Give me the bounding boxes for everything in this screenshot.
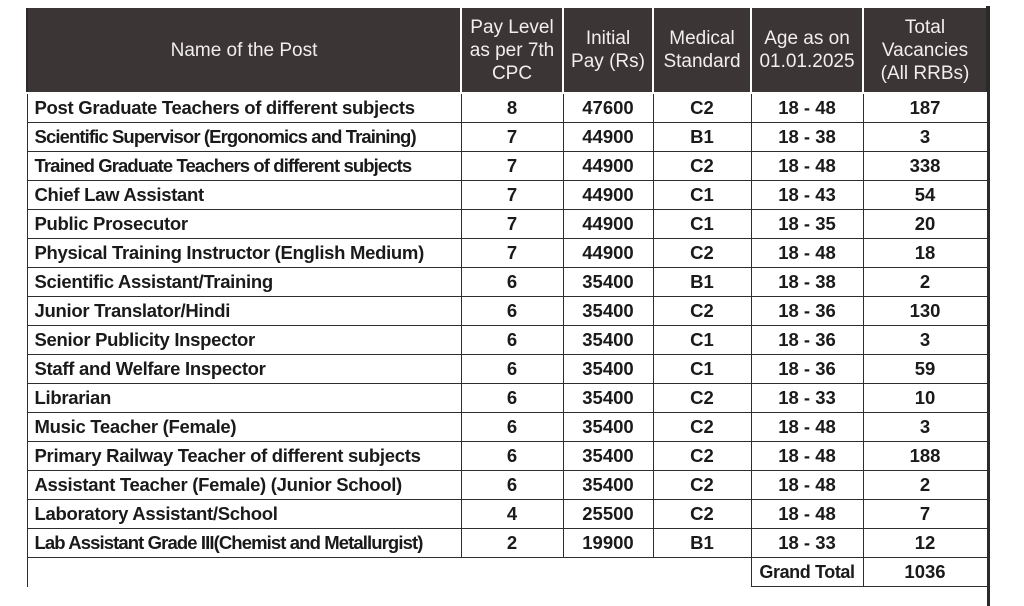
medical-standard: C1 xyxy=(653,210,751,239)
medical-standard: C2 xyxy=(653,500,751,529)
pay-level: 7 xyxy=(461,123,563,152)
initial-pay: 35400 xyxy=(563,471,653,500)
pay-level: 6 xyxy=(461,326,563,355)
header-initial-pay: Initial Pay (Rs) xyxy=(563,7,653,93)
vacancy-count: 18 xyxy=(863,239,987,268)
post-name: Trained Graduate Teachers of different subjects xyxy=(27,152,461,181)
post-name: Music Teacher (Female) xyxy=(27,413,461,442)
post-name: Staff and Welfare Inspector xyxy=(27,355,461,384)
vacancy-count: 2 xyxy=(863,268,987,297)
medical-standard: B1 xyxy=(653,268,751,297)
table-row xyxy=(27,326,987,355)
vacancy-count: 338 xyxy=(863,152,987,181)
age-range: 18 - 36 xyxy=(751,355,863,384)
initial-pay: 35400 xyxy=(563,384,653,413)
medical-standard: C2 xyxy=(653,442,751,471)
initial-pay: 35400 xyxy=(563,413,653,442)
post-name: Post Graduate Teachers of different subjects xyxy=(27,93,461,123)
age-range: 18 - 33 xyxy=(751,529,863,558)
vacancy-count: 12 xyxy=(863,529,987,558)
initial-pay: 35400 xyxy=(563,268,653,297)
initial-pay: 25500 xyxy=(563,500,653,529)
table-row xyxy=(27,500,987,529)
medical-standard: C2 xyxy=(653,239,751,268)
age-range: 18 - 48 xyxy=(751,413,863,442)
age-range: 18 - 48 xyxy=(751,239,863,268)
vacancy-table xyxy=(26,6,988,587)
age-range: 18 - 38 xyxy=(751,268,863,297)
age-range: 18 - 35 xyxy=(751,210,863,239)
vacancy-document xyxy=(26,6,986,606)
table-row xyxy=(27,268,987,297)
table-row xyxy=(27,442,987,471)
post-name: Senior Publicity Inspector xyxy=(27,326,461,355)
table-row xyxy=(27,355,987,384)
age-range: 18 - 43 xyxy=(751,181,863,210)
post-name: Public Prosecutor xyxy=(27,210,461,239)
initial-pay: 44900 xyxy=(563,123,653,152)
pay-level: 6 xyxy=(461,384,563,413)
pay-level: 7 xyxy=(461,181,563,210)
medical-standard: C2 xyxy=(653,152,751,181)
table-row xyxy=(27,471,987,500)
post-name: Assistant Teacher (Female) (Junior School) xyxy=(27,471,461,500)
table-row xyxy=(27,529,987,558)
pay-level: 6 xyxy=(461,471,563,500)
initial-pay: 35400 xyxy=(563,297,653,326)
post-name: Laboratory Assistant/School xyxy=(27,500,461,529)
table-row xyxy=(27,297,987,326)
vacancy-count: 188 xyxy=(863,442,987,471)
vacancy-count: 10 xyxy=(863,384,987,413)
age-range: 18 - 48 xyxy=(751,152,863,181)
vacancy-count: 59 xyxy=(863,355,987,384)
medical-standard: C1 xyxy=(653,326,751,355)
initial-pay: 35400 xyxy=(563,326,653,355)
vacancy-count: 187 xyxy=(863,93,987,123)
header-age: Age as on 01.01.2025 xyxy=(751,7,863,93)
pay-level: 6 xyxy=(461,355,563,384)
table-row xyxy=(27,93,987,123)
pay-level: 6 xyxy=(461,268,563,297)
table-row xyxy=(27,181,987,210)
medical-standard: C2 xyxy=(653,384,751,413)
grand-total-spacer xyxy=(27,558,751,587)
header-row xyxy=(27,7,987,93)
vacancy-count: 7 xyxy=(863,500,987,529)
age-range: 18 - 48 xyxy=(751,93,863,123)
initial-pay: 44900 xyxy=(563,210,653,239)
vacancy-count: 3 xyxy=(863,123,987,152)
age-range: 18 - 48 xyxy=(751,500,863,529)
post-name: Lab Assistant Grade III(Chemist and Metallurgist) xyxy=(27,529,461,558)
initial-pay: 47600 xyxy=(563,93,653,123)
header-post: Name of the Post xyxy=(27,7,461,93)
vacancy-count: 130 xyxy=(863,297,987,326)
pay-level: 8 xyxy=(461,93,563,123)
age-range: 18 - 33 xyxy=(751,384,863,413)
table-row xyxy=(27,210,987,239)
pay-level: 6 xyxy=(461,413,563,442)
table-row xyxy=(27,123,987,152)
pay-level: 6 xyxy=(461,442,563,471)
post-name: Librarian xyxy=(27,384,461,413)
medical-standard: C2 xyxy=(653,93,751,123)
post-name: Scientific Supervisor (Ergonomics and Training) xyxy=(27,123,461,152)
post-name: Physical Training Instructor (English Medium) xyxy=(27,239,461,268)
initial-pay: 35400 xyxy=(563,355,653,384)
vacancy-count: 2 xyxy=(863,471,987,500)
pay-level: 7 xyxy=(461,152,563,181)
pay-level: 4 xyxy=(461,500,563,529)
medical-standard: C1 xyxy=(653,355,751,384)
initial-pay: 35400 xyxy=(563,442,653,471)
pay-level: 2 xyxy=(461,529,563,558)
pay-level: 7 xyxy=(461,210,563,239)
pay-level: 7 xyxy=(461,239,563,268)
header-total-vacancies: Total Vacancies (All RRBs) xyxy=(863,7,987,93)
header-medical-standard: Medical Standard xyxy=(653,7,751,93)
age-range: 18 - 38 xyxy=(751,123,863,152)
grand-total-label: Grand Total xyxy=(751,558,863,587)
medical-standard: B1 xyxy=(653,529,751,558)
medical-standard: C2 xyxy=(653,413,751,442)
table-row xyxy=(27,413,987,442)
vacancy-count: 3 xyxy=(863,326,987,355)
table-row xyxy=(27,384,987,413)
initial-pay: 19900 xyxy=(563,529,653,558)
grand-total-value: 1036 xyxy=(863,558,987,587)
post-name: Chief Law Assistant xyxy=(27,181,461,210)
page-edge xyxy=(987,6,990,606)
medical-standard: C1 xyxy=(653,181,751,210)
post-name: Scientific Assistant/Training xyxy=(27,268,461,297)
initial-pay: 44900 xyxy=(563,239,653,268)
table-row xyxy=(27,152,987,181)
initial-pay: 44900 xyxy=(563,181,653,210)
age-range: 18 - 48 xyxy=(751,471,863,500)
table-row xyxy=(27,239,987,268)
medical-standard: C2 xyxy=(653,297,751,326)
age-range: 18 - 36 xyxy=(751,326,863,355)
pay-level: 6 xyxy=(461,297,563,326)
medical-standard: B1 xyxy=(653,123,751,152)
vacancy-count: 20 xyxy=(863,210,987,239)
post-name: Junior Translator/Hindi xyxy=(27,297,461,326)
vacancy-count: 3 xyxy=(863,413,987,442)
grand-total-row xyxy=(27,558,987,587)
header-pay-level: Pay Level as per 7th CPC xyxy=(461,7,563,93)
initial-pay: 44900 xyxy=(563,152,653,181)
medical-standard: C2 xyxy=(653,471,751,500)
post-name: Primary Railway Teacher of different subjects xyxy=(27,442,461,471)
age-range: 18 - 48 xyxy=(751,442,863,471)
age-range: 18 - 36 xyxy=(751,297,863,326)
vacancy-count: 54 xyxy=(863,181,987,210)
